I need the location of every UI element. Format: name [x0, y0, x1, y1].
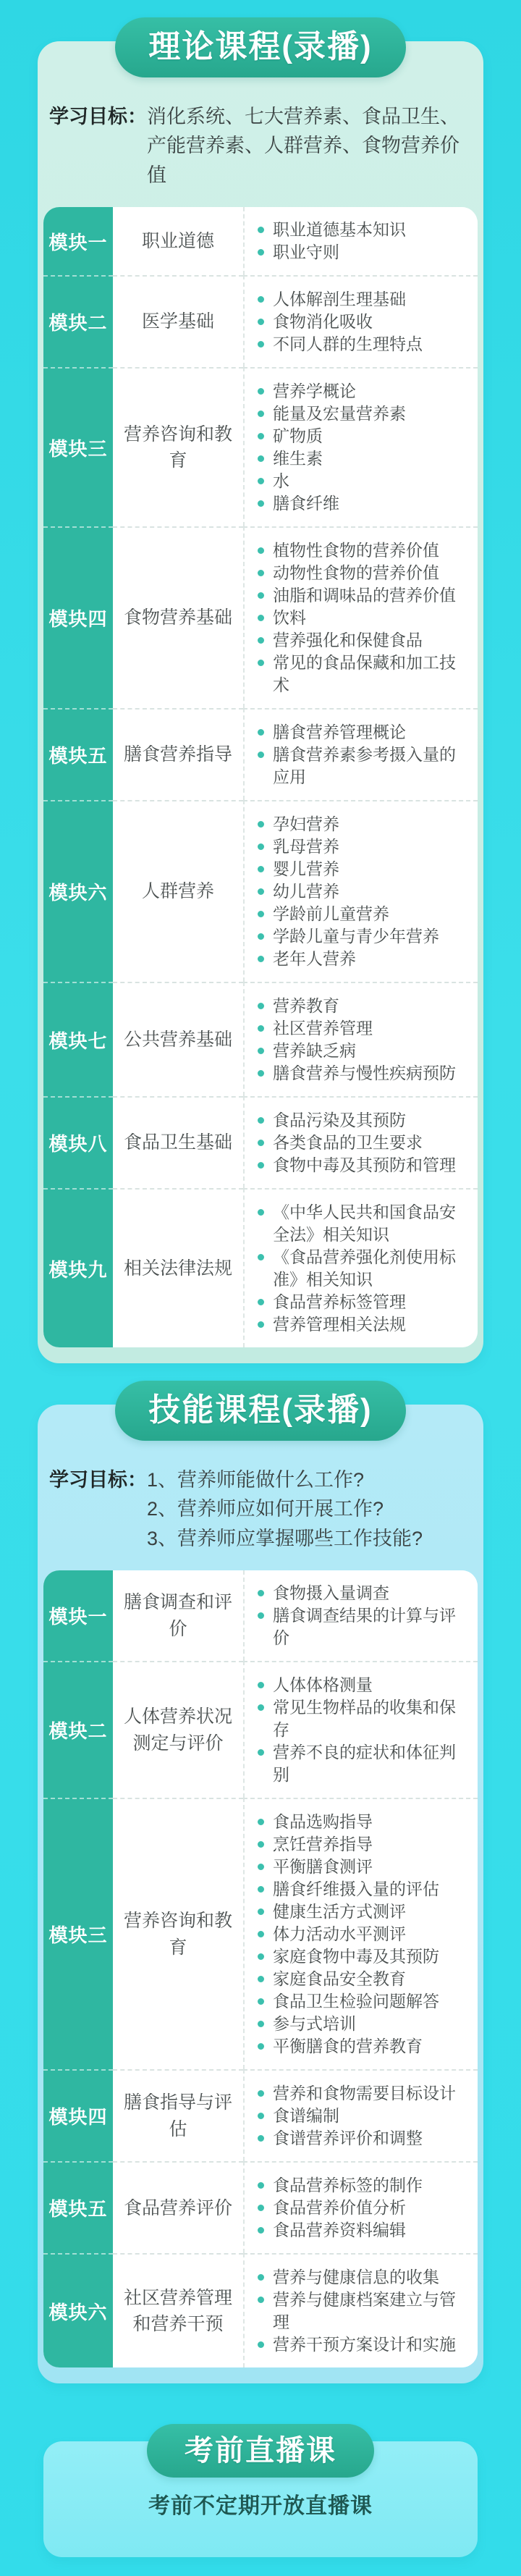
objectives-text [147, 102, 470, 190]
section-title: 理论课程(录播) [148, 29, 373, 64]
topic-row [256, 2035, 467, 2058]
bullet-icon [258, 1209, 264, 1216]
topic-row [256, 1696, 467, 1741]
topic-text: 婴儿营养 [273, 859, 339, 879]
bullet-icon [258, 1025, 264, 1032]
topic-row [256, 2127, 467, 2150]
bullet-icon [258, 660, 264, 666]
topic-row [256, 539, 467, 562]
module-label [43, 708, 113, 800]
bullet-icon [258, 1864, 264, 1870]
topic-text: 食谱编制 [273, 2106, 339, 2126]
skills-course-card [38, 1405, 483, 2384]
bullet-icon [258, 956, 264, 962]
bullet-icon [258, 592, 264, 599]
module-title-text: 医学基础 [141, 311, 214, 332]
module-row [43, 2161, 478, 2253]
module-label-text: 模块三 [48, 1924, 108, 1947]
module-topics [243, 2253, 478, 2367]
bullet-icon [258, 1704, 264, 1711]
topic-row [256, 1833, 467, 1856]
topic-text: 食物中毒及其预防和管理 [273, 1156, 456, 1175]
topic-row [256, 925, 467, 948]
bullet-icon [258, 227, 264, 233]
module-row [43, 1096, 478, 1188]
bullet-icon [258, 1048, 264, 1054]
topic-row [256, 1154, 467, 1177]
topic-text: 人体解剖生理基础 [273, 290, 406, 309]
module-title-text: 营养咨询和教育 [123, 424, 232, 471]
module-title-text: 营养咨询和教育 [123, 1911, 232, 1958]
topic-row [256, 880, 467, 903]
module-title [113, 367, 243, 526]
topic-row [256, 1968, 467, 1990]
module-title-text: 人体营养状况测定与评价 [123, 1706, 232, 1754]
module-label-text: 模块六 [48, 882, 108, 904]
topic-text: 营养管理相关法规 [273, 1315, 406, 1334]
topic-text: 营养教育 [273, 996, 339, 1016]
topic-text: 植物性食物的营养价值 [273, 541, 439, 560]
module-title [113, 1661, 243, 1798]
topic-row [256, 903, 467, 925]
bullet-icon [258, 1590, 264, 1596]
topic-text: 社区营养管理 [273, 1019, 373, 1038]
module-title [113, 982, 243, 1096]
module-title [113, 2069, 243, 2161]
topic-text: 幼儿营养 [273, 882, 339, 901]
module-title [113, 708, 243, 800]
module-label-text: 模块一 [48, 1606, 108, 1628]
topic-text: 营养学概论 [273, 382, 356, 401]
bullet-icon [258, 1070, 264, 1077]
topic-text: 不同人群的生理特点 [273, 334, 423, 354]
topic-row [256, 1811, 467, 1833]
module-topics [243, 526, 478, 708]
module-label-text: 模块五 [48, 2198, 108, 2221]
bullet-icon [258, 2043, 264, 2050]
topic-row [256, 1201, 467, 1246]
module-label-text: 模块九 [48, 1258, 108, 1281]
module-row [43, 982, 478, 1096]
topic-text: 食品选购指导 [273, 1812, 373, 1832]
bullet-icon [258, 1117, 264, 1124]
bullet-icon [258, 1976, 264, 1982]
bullet-icon [258, 341, 264, 348]
module-label-text: 模块一 [48, 231, 108, 253]
bullet-icon [258, 1003, 264, 1009]
topic-text: 饮料 [273, 608, 306, 628]
bullet-icon [258, 888, 264, 895]
topic-row [256, 241, 467, 264]
module-row [43, 708, 478, 800]
module-title [113, 800, 243, 982]
topic-row [256, 288, 467, 311]
bullet-icon [258, 1886, 264, 1893]
bullet-icon [258, 2113, 264, 2119]
bullet-icon [258, 843, 264, 850]
module-title-text: 食物营养基础 [123, 607, 232, 628]
module-row [43, 1661, 478, 1798]
bullet-icon [258, 1321, 264, 1328]
bullet-icon [258, 433, 264, 439]
topic-text: 营养缺乏病 [273, 1041, 356, 1061]
module-label-text: 模块八 [48, 1133, 108, 1156]
objective-line: 消化系统、七大营养素、食品卫生、产能营养素、人群营养、食物营养价值 [147, 105, 459, 186]
module-topics [243, 982, 478, 1096]
module-title-text: 膳食指导与评估 [123, 2092, 232, 2139]
topic-text: 健康生活方式测评 [273, 1902, 406, 1922]
topic-row [256, 813, 467, 835]
topic-text: 孕妇营养 [273, 815, 339, 834]
theory-course-card [38, 41, 483, 1364]
module-title [113, 2253, 243, 2367]
topic-row [256, 1291, 467, 1313]
topic-text: 常见的食品保藏和加工技术 [273, 653, 456, 695]
module-label-text: 模块二 [48, 312, 108, 334]
topic-row [256, 744, 467, 788]
bullet-icon [258, 2227, 264, 2234]
topic-text: 食物摄入量调查 [273, 1583, 389, 1603]
module-title [113, 526, 243, 708]
module-topics [243, 1570, 478, 1661]
topic-text: 膳食调查结果的计算与评价 [273, 1606, 456, 1648]
topic-text: 《食品营养强化剂使用标准》相关知识 [273, 1247, 456, 1289]
topic-text: 膳食营养管理概论 [273, 723, 406, 742]
module-topics [243, 708, 478, 800]
module-row [43, 207, 478, 275]
topic-row [256, 425, 467, 447]
bullet-icon [258, 2021, 264, 2027]
topic-text: 膳食营养与慢性疾病预防 [273, 1064, 456, 1083]
topic-text: 《中华人民共和国食品安全法》相关知识 [273, 1203, 456, 1245]
topic-text: 体力活动水平测评 [273, 1924, 406, 1944]
topic-text: 食品污染及其预防 [273, 1111, 406, 1130]
module-row [43, 2069, 478, 2161]
bullet-icon [258, 478, 264, 484]
module-topics [243, 1188, 478, 1347]
topic-row [256, 1132, 467, 1154]
module-topics [243, 800, 478, 982]
bullet-icon [258, 729, 264, 736]
topic-text: 人体体格测量 [273, 1675, 373, 1695]
module-label [43, 526, 113, 708]
topic-text: 老年人营养 [273, 949, 356, 969]
topic-row [256, 1246, 467, 1291]
topic-text: 食品营养资料编辑 [273, 2221, 406, 2240]
bullet-icon [258, 1819, 264, 1825]
module-title [113, 1188, 243, 1347]
module-row [43, 1570, 478, 1661]
module-topics [243, 2161, 478, 2253]
objective-line: 1、营养师能做什么工作? [147, 1468, 365, 1491]
bullet-icon [258, 866, 264, 872]
module-label-text: 模块二 [48, 1720, 108, 1743]
bullet-icon [258, 2274, 264, 2281]
topic-row [256, 948, 467, 970]
skills-section-title-badge [115, 1381, 405, 1441]
topic-row [256, 1923, 467, 1945]
topic-row [256, 333, 467, 355]
topic-row [256, 2219, 467, 2242]
topic-row [256, 2197, 467, 2219]
bullet-icon [258, 1908, 264, 1915]
module-row [43, 526, 478, 708]
bullet-icon [258, 1254, 264, 1260]
bullet-icon [258, 1749, 264, 1756]
module-row [43, 2253, 478, 2367]
module-title-text: 社区营养管理和营养干预 [123, 2287, 232, 2335]
topic-text: 动物性食物的营养价值 [273, 563, 439, 583]
topic-row [256, 562, 467, 584]
topic-row [256, 1990, 467, 2013]
module-label-text: 模块三 [48, 437, 108, 460]
topic-text: 职业守则 [273, 243, 339, 262]
learning-objectives [43, 1462, 478, 1571]
topic-row [256, 858, 467, 880]
module-label [43, 800, 113, 982]
live-course-section [0, 2383, 521, 2557]
bullet-icon [258, 933, 264, 940]
module-row [43, 275, 478, 367]
bullet-icon [258, 455, 264, 462]
topic-row [256, 403, 467, 425]
topic-text: 膳食纤维摄入量的评估 [273, 1880, 439, 1899]
topic-text: 营养干预方案设计和实施 [273, 2335, 456, 2354]
module-label [43, 1798, 113, 2069]
bullet-icon [258, 547, 264, 554]
topic-row [256, 219, 467, 241]
objectives-label: 学习目标： [49, 105, 147, 127]
topic-row [256, 2013, 467, 2035]
topic-row [256, 447, 467, 470]
module-topics [243, 367, 478, 526]
topic-row [256, 2105, 467, 2127]
theory-section-title-badge [115, 17, 405, 77]
module-label-text: 模块五 [48, 745, 108, 767]
topic-text: 平衡膳食的营养教育 [273, 2037, 423, 2056]
topic-row [256, 1878, 467, 1901]
module-title [113, 1570, 243, 1661]
topic-text: 营养和食物需要目标设计 [273, 2084, 456, 2103]
module-topics [243, 207, 478, 275]
topic-text: 膳食纤维 [273, 494, 339, 513]
bullet-icon [258, 615, 264, 621]
topic-text: 常见生物样品的收集和保存 [273, 1698, 456, 1740]
module-row [43, 367, 478, 526]
module-topics [243, 275, 478, 367]
module-title [113, 275, 243, 367]
topic-text: 食品营养标签管理 [273, 1292, 406, 1312]
topic-row [256, 629, 467, 652]
module-title-text: 食品卫生基础 [123, 1132, 232, 1153]
module-title-text: 膳食营养指导 [123, 744, 232, 765]
module-row [43, 800, 478, 982]
bullet-icon [258, 2297, 264, 2303]
topic-text: 食品卫生检验问题解答 [273, 1992, 439, 2011]
module-topics [243, 1798, 478, 2069]
bullet-icon [258, 1998, 264, 2005]
topic-row [256, 584, 467, 607]
module-label [43, 275, 113, 367]
topic-text: 食品营养标签的制作 [273, 2176, 423, 2195]
module-row [43, 1798, 478, 2069]
module-topics [243, 1096, 478, 1188]
skills-curriculum-table [43, 1570, 478, 2367]
module-title [113, 1096, 243, 1188]
bullet-icon [258, 319, 264, 325]
bullet-icon [258, 1841, 264, 1848]
topic-row [256, 1945, 467, 1968]
topic-text: 营养不良的症状和体征判别 [273, 1743, 456, 1785]
topic-text: 食物消化吸收 [273, 312, 373, 332]
module-topics [243, 1661, 478, 1798]
topic-text: 营养与健康信息的收集 [273, 2268, 439, 2287]
module-title-text: 职业道德 [141, 230, 214, 251]
module-label [43, 2253, 113, 2367]
topic-text: 营养强化和保健食品 [273, 631, 423, 650]
module-title-text: 相关法律法规 [123, 1258, 232, 1279]
topic-row [256, 380, 467, 403]
theory-curriculum-table [43, 207, 478, 1347]
topic-text: 学龄前儿童营养 [273, 904, 389, 924]
topic-text: 能量及宏量营养素 [273, 404, 406, 424]
module-title [113, 1798, 243, 2069]
module-label [43, 1661, 113, 1798]
bullet-icon [258, 911, 264, 917]
bullet-icon [258, 2341, 264, 2348]
topic-text: 家庭食物中毒及其预防 [273, 1947, 439, 1966]
topic-row [256, 1313, 467, 1336]
bullet-icon [258, 1299, 264, 1305]
topic-row [256, 995, 467, 1017]
module-label-text: 模块七 [48, 1030, 108, 1052]
topic-row [256, 1901, 467, 1923]
topic-row [256, 1017, 467, 1040]
topic-row [256, 492, 467, 515]
module-label [43, 1188, 113, 1347]
module-label-text: 模块四 [48, 608, 108, 631]
section-title: 技能课程(录播) [148, 1392, 373, 1428]
topic-text: 学龄儿童与青少年营养 [273, 927, 439, 946]
topic-row [256, 470, 467, 492]
bullet-icon [258, 752, 264, 758]
topic-row [256, 835, 467, 858]
topic-text: 平衡膳食测评 [273, 1857, 373, 1877]
bullet-icon [258, 1953, 264, 1960]
module-label [43, 2069, 113, 2161]
topic-text: 乳母营养 [273, 837, 339, 856]
topic-text: 职业道德基本知识 [273, 220, 406, 240]
module-row [43, 1188, 478, 1347]
learning-objectives [43, 99, 478, 208]
topic-text: 食谱营养评价和调整 [273, 2129, 423, 2148]
bullet-icon [258, 296, 264, 303]
bullet-icon [258, 1140, 264, 1146]
bullet-icon [258, 249, 264, 256]
topic-row [256, 1062, 467, 1085]
module-label [43, 367, 113, 526]
module-label [43, 982, 113, 1096]
module-label-text: 模块四 [48, 2106, 108, 2129]
module-title [113, 207, 243, 275]
module-title-text: 公共营养基础 [123, 1029, 232, 1050]
bullet-icon [258, 1931, 264, 1937]
topic-row [256, 1109, 467, 1132]
module-label [43, 207, 113, 275]
module-label [43, 2161, 113, 2253]
topic-row [256, 1741, 467, 1786]
live-section-title-badge [147, 2424, 374, 2478]
bullet-icon [258, 570, 264, 576]
objective-line: 2、营养师应如何开展工作? [147, 1498, 384, 1520]
topic-text: 矿物质 [273, 426, 323, 446]
bullet-icon [258, 2182, 264, 2189]
topic-text: 营养与健康档案建立与管理 [273, 2290, 456, 2332]
skills-course-section [0, 1363, 521, 2383]
topic-text: 各类食品的卫生要求 [273, 1133, 423, 1153]
objectives-text [147, 1465, 470, 1554]
bullet-icon [258, 2090, 264, 2097]
bullet-icon [258, 2205, 264, 2211]
bullet-icon [258, 637, 264, 644]
topic-row [256, 721, 467, 744]
topic-row [256, 1604, 467, 1649]
topic-row [256, 1674, 467, 1696]
bullet-icon [258, 411, 264, 417]
bullet-icon [258, 1612, 264, 1619]
topic-row [256, 2082, 467, 2105]
topic-row [256, 652, 467, 696]
module-title [113, 2161, 243, 2253]
topic-row [256, 1582, 467, 1604]
bullet-icon [258, 821, 264, 828]
topic-text: 水 [273, 471, 289, 491]
topic-text: 烹饪营养指导 [273, 1835, 373, 1854]
topic-text: 维生素 [273, 449, 323, 468]
bullet-icon [258, 1682, 264, 1688]
bullet-icon [258, 1162, 264, 1169]
module-title-text: 人群营养 [141, 881, 214, 902]
module-title-text: 膳食调查和评价 [123, 1592, 232, 1639]
topic-row [256, 2289, 467, 2333]
objective-line: 3、营养师应掌握哪些工作技能? [147, 1527, 423, 1549]
topic-text: 油脂和调味品的营养价值 [273, 586, 456, 605]
module-label [43, 1570, 113, 1661]
bullet-icon [258, 388, 264, 395]
topic-row [256, 311, 467, 333]
topic-row [256, 2266, 467, 2289]
topic-text: 膳食营养素参考摄入量的应用 [273, 745, 456, 787]
topic-row [256, 1856, 467, 1878]
topic-row [256, 1040, 467, 1062]
module-topics [243, 2069, 478, 2161]
topic-row [256, 2174, 467, 2197]
module-title-text: 食品营养评价 [123, 2197, 232, 2218]
topic-text: 家庭食品安全教育 [273, 1969, 406, 1989]
bullet-icon [258, 2135, 264, 2142]
bullet-icon [258, 500, 264, 507]
section-title: 考前直播课 [185, 2435, 336, 2467]
objectives-label: 学习目标： [49, 1468, 147, 1491]
topic-text: 参与式培训 [273, 2014, 356, 2034]
live-course-note: 考前不定期开放直播课 [148, 2494, 373, 2519]
module-label [43, 1096, 113, 1188]
topic-row [256, 607, 467, 629]
module-label-text: 模块六 [48, 2301, 108, 2323]
topic-text: 食品营养价值分析 [273, 2198, 406, 2218]
